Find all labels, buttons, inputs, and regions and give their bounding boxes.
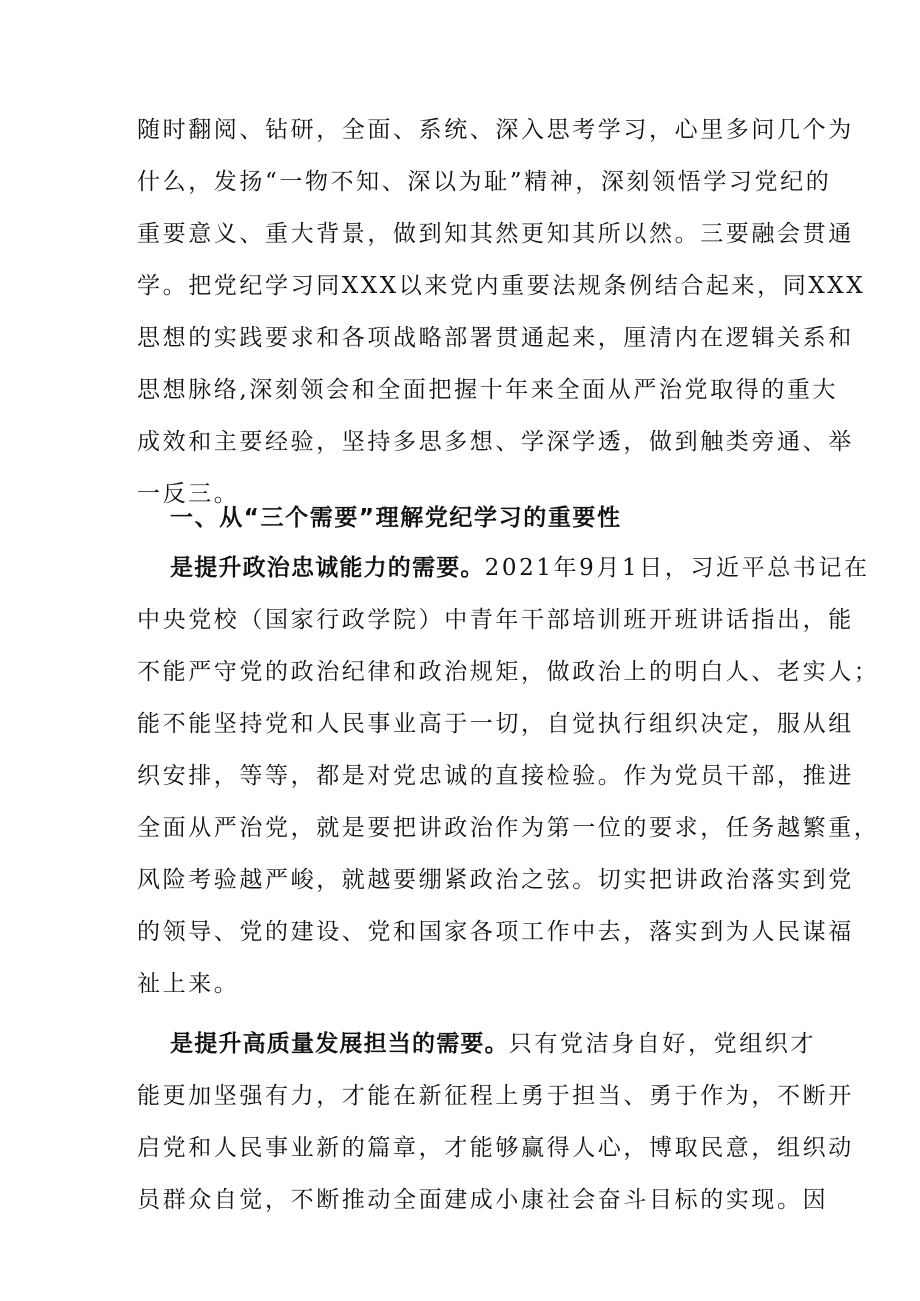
paragraph-line: 祉上来。 xyxy=(137,971,240,997)
paragraph-line: 不能严守党的政治纪律和政治规矩，做政治上的明白人、老实人； xyxy=(137,659,880,685)
paragraph-line: 学。把党纪学习同XXX以来党内重要法规条例结合起来，同XXX xyxy=(137,273,866,299)
paragraph-line: 什么，发扬“一物不知、深以为耻”精神，深刻领悟学习党纪的 xyxy=(137,169,832,195)
paragraph-line: 思想脉络,深刻领会和全面把握十年来全面从严治党取得的重大 xyxy=(137,377,839,403)
paragraph-first-line xyxy=(170,1018,830,1070)
paragraph-line: 重要意义、重大背景，做到知其然更知其所以然。三要融会贯通 xyxy=(137,221,854,247)
paragraph-lead-rest: 只有党洁身自好，党组织才 xyxy=(508,1031,817,1057)
paragraph-line: 思想的实践要求和各项战略部署贯通起来，厘清内在逻辑关系和 xyxy=(137,325,854,351)
paragraph-line: 全面从严治党，就是要把讲政治作为第一位的要求，任务越繁重， xyxy=(137,815,880,841)
section-heading: 一、从“三个需要”理解党纪学习的重要性 xyxy=(170,505,622,531)
paragraph-line: 成效和主要经验，坚持多思多想、学深学透，做到触类旁通、举 xyxy=(137,429,854,455)
paragraph-line: 一反三。 xyxy=(137,481,240,507)
paragraph-lead-bold: 是提升政治忠诚能力的需要。 xyxy=(170,555,485,581)
paragraph-line: 随时翻阅、钻研，全面、系统、深入思考学习，心里多问几个为 xyxy=(137,117,854,143)
paragraph-line: 员群众自觉，不断推动全面建成小康社会奋斗目标的实现。因 xyxy=(137,1187,829,1213)
paragraph-line: 能更加坚强有力，才能在新征程上勇于担当、勇于作为，不断开 xyxy=(137,1083,854,1109)
paragraph-first-line xyxy=(170,542,870,594)
paragraph-lead-bold: 是提升高质量发展担当的需要。 xyxy=(170,1031,509,1057)
paragraph-line: 风险考验越严峻，就越要绷紧政治之弦。切实把讲政治落实到党 xyxy=(137,867,854,893)
paragraph-lead-rest: 2021年9月1日，习近平总书记在 xyxy=(484,555,870,581)
paragraph-line: 织安排，等等，都是对党忠诚的直接检验。作为党员干部，推进 xyxy=(137,763,854,789)
paragraph-line: 的领导、党的建设、党和国家各项工作中去，落实到为人民谋福 xyxy=(137,919,854,945)
paragraph-line: 启党和人民事业新的篇章，才能够赢得人心，博取民意，组织动 xyxy=(137,1135,854,1161)
paragraph-line: 中央党校（国家行政学院）中青年干部培训班开班讲话指出，能 xyxy=(137,607,854,633)
paragraph-line: 能不能坚持党和人民事业高于一切，自觉执行组织决定，服从组 xyxy=(137,711,854,737)
